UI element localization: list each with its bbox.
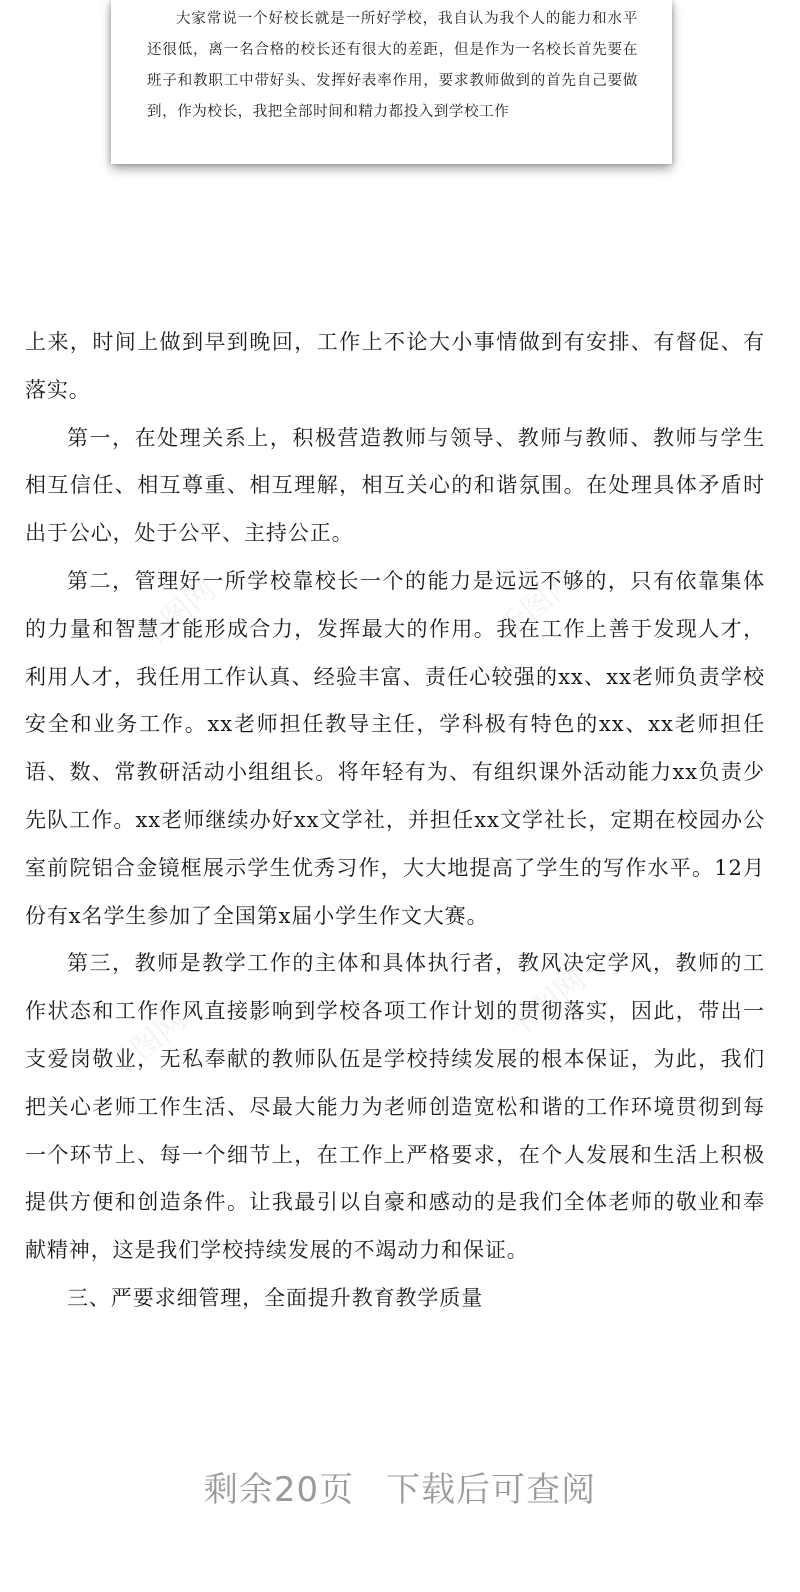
paragraph-third: 第三，教师是教学工作的主体和具体执行者，教风决定学风，教师的工作状态和工作作风直接影响到学校各项工作计划的贯彻落实，因此，带出一支爱岗敬业，无私奉献的教师队伍是学校持续发展的根本保证，为此，我们把关心老师工作生活、尽最大能力为老师创造宽松和谐的工作环境贯彻到每一个环节上、每一个细节上，在工作上严格要求，在个人发展和生活上积极提供方便和创造条件。让我最引以自豪和感动的是我们全体老师的敬业和奉献精神，这是我们学校持续发展的不竭动力和保证。 bbox=[25, 951, 765, 1263]
paragraph-first: 第一，在处理关系上，积极营造教师与领导、教师与教师、教师与学生相互信任、相互尊重、相互理解，相互关心的和谐氛围。在处理具体矛盾时出于公心，处于公平、主持公正。 bbox=[25, 425, 765, 546]
preview-card-text: 大家常说一个好校长就是一所好学校，我自认为我个人的能力和水平还很低，离一名合格的校长还有很大的差距，但是作为一名校长首先要在班子和教职工中带好头、发挥好表率作用，要求教师做到的首先自己要做到，作为校长，我把全部时间和精力都投入到学校工作 bbox=[147, 11, 638, 120]
paragraph-continuation: 上来，时间上做到早到晚回，工作上不论大小事情做到有安排、有督促、有落实。 bbox=[25, 330, 765, 402]
section-heading: 三、严要求细管理，全面提升教育教学质量 bbox=[67, 1285, 484, 1310]
download-to-view-label: 下载后可查阅 bbox=[386, 1470, 597, 1510]
document-body bbox=[25, 319, 765, 1323]
watermark-logo: 千图网 bbox=[101, 1002, 193, 1088]
remaining-pages-label: 剩余20页 bbox=[203, 1470, 355, 1510]
watermark-logo: 千图网 bbox=[501, 962, 593, 1048]
download-prompt[interactable] bbox=[0, 1462, 800, 1511]
document-preview-card bbox=[111, 0, 672, 164]
paragraph-second: 第二，管理好一所学校靠校长一个的能力是远远不够的，只有依靠集体的力量和智慧才能形成合力，发挥最大的作用。我在工作上善于发现人才，利用人才，我任用工作认真、经验丰富、责任心较强的xx、xx老师负责学校安全和业务工作。xx老师担任教导主任，学科极有特色的xx、xx老师担任语、数、常教研活动小组组长。将年轻有为、有组织课外活动能力xx负责少先队工作。xx老师继续办好xx文学社，并担任xx文学社长，定期在校园办公室前院铝合金镜框展示学生优秀习作，大大地提高了学生的写作水平。12月份有x名学生参加了全国第x届小学生作文大赛。 bbox=[25, 568, 765, 928]
watermark-logo: 千图网 bbox=[131, 572, 223, 658]
watermark-logo: 千图网 bbox=[491, 562, 583, 648]
